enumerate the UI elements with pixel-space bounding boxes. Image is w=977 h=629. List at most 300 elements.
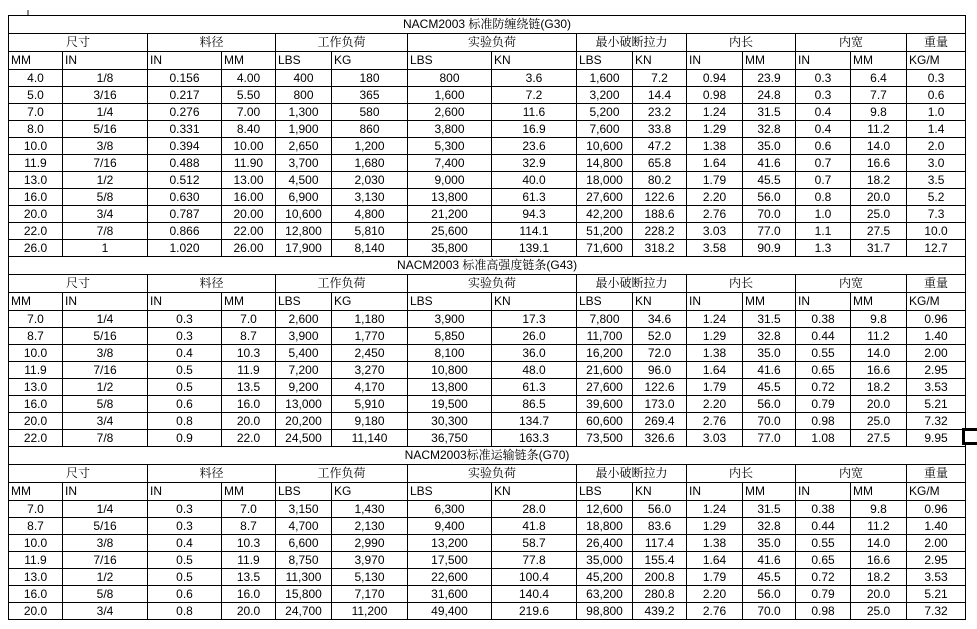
group-header-cell[interactable]: 尺寸 [9, 465, 148, 483]
data-cell[interactable]: 7.0 [222, 501, 276, 518]
data-cell[interactable]: 1/2 [63, 172, 148, 189]
data-cell[interactable]: 23.2 [633, 104, 687, 121]
data-cell[interactable]: 31,600 [408, 586, 492, 603]
group-header-cell[interactable]: 内宽 [796, 465, 907, 483]
data-cell[interactable]: 3,270 [332, 362, 408, 379]
data-cell[interactable]: 9.95 [907, 430, 966, 447]
data-cell[interactable]: 280.8 [633, 586, 687, 603]
data-cell[interactable]: 26.0 [492, 328, 577, 345]
unit-header-cell[interactable]: IN [796, 293, 851, 311]
data-cell[interactable]: 1,430 [332, 501, 408, 518]
data-cell[interactable]: 13,200 [408, 535, 492, 552]
unit-header-cell[interactable]: KN [633, 293, 687, 311]
data-cell[interactable]: 5,850 [408, 328, 492, 345]
data-cell[interactable]: 0.96 [907, 501, 966, 518]
data-cell[interactable]: 25.0 [851, 413, 907, 430]
data-cell[interactable]: 4,800 [332, 206, 408, 223]
data-cell[interactable]: 27,600 [577, 189, 633, 206]
data-cell[interactable]: 8.7 [222, 518, 276, 535]
data-cell[interactable]: 7.7 [851, 87, 907, 104]
data-cell[interactable]: 30,300 [408, 413, 492, 430]
data-cell[interactable]: 35.0 [743, 138, 796, 155]
data-cell[interactable]: 20.0 [9, 603, 63, 620]
data-cell[interactable]: 0.72 [796, 379, 851, 396]
data-cell[interactable]: 15,800 [276, 586, 332, 603]
data-cell[interactable]: 7,600 [577, 121, 633, 138]
data-cell[interactable]: 24,500 [276, 430, 332, 447]
data-cell[interactable]: 7,400 [408, 155, 492, 172]
data-cell[interactable]: 61.3 [492, 379, 577, 396]
data-cell[interactable]: 2,990 [332, 535, 408, 552]
data-cell[interactable]: 0.217 [148, 87, 222, 104]
data-cell[interactable]: 0.5 [148, 362, 222, 379]
data-cell[interactable]: 1.24 [687, 311, 743, 328]
data-cell[interactable]: 3.03 [687, 223, 743, 240]
group-header-cell[interactable]: 工作负荷 [276, 275, 408, 293]
data-cell[interactable]: 10.0 [907, 223, 966, 240]
data-cell[interactable]: 3.53 [907, 379, 966, 396]
data-cell[interactable]: 0.3 [796, 70, 851, 87]
data-cell[interactable]: 11.90 [222, 155, 276, 172]
data-cell[interactable]: 1.3 [796, 240, 851, 257]
data-cell[interactable]: 1.38 [687, 535, 743, 552]
data-cell[interactable]: 36,750 [408, 430, 492, 447]
data-cell[interactable]: 72.0 [633, 345, 687, 362]
data-cell[interactable]: 77.0 [743, 430, 796, 447]
data-cell[interactable]: 16.0 [9, 396, 63, 413]
unit-header-cell[interactable]: MM [851, 293, 907, 311]
data-cell[interactable]: 27,600 [577, 379, 633, 396]
group-header-cell[interactable]: 工作负荷 [276, 34, 408, 52]
data-cell[interactable]: 14.0 [851, 138, 907, 155]
data-cell[interactable]: 22.0 [9, 223, 63, 240]
data-cell[interactable]: 17.3 [492, 311, 577, 328]
data-cell[interactable]: 24,700 [276, 603, 332, 620]
data-cell[interactable]: 10.0 [9, 535, 63, 552]
data-cell[interactable]: 16.6 [851, 362, 907, 379]
data-cell[interactable]: 8,100 [408, 345, 492, 362]
data-cell[interactable]: 8.0 [9, 121, 63, 138]
data-cell[interactable]: 2,650 [276, 138, 332, 155]
data-cell[interactable]: 3,900 [276, 328, 332, 345]
data-cell[interactable]: 10.3 [222, 345, 276, 362]
data-cell[interactable]: 0.44 [796, 328, 851, 345]
data-cell[interactable]: 25.0 [851, 206, 907, 223]
data-cell[interactable]: 2.95 [907, 362, 966, 379]
data-cell[interactable]: 134.7 [492, 413, 577, 430]
unit-header-cell[interactable]: LBS [276, 293, 332, 311]
data-cell[interactable]: 23.6 [492, 138, 577, 155]
data-cell[interactable]: 0.488 [148, 155, 222, 172]
data-cell[interactable]: 0.79 [796, 396, 851, 413]
data-cell[interactable]: 0.6 [907, 87, 966, 104]
data-cell[interactable]: 365 [332, 87, 408, 104]
data-cell[interactable]: 3,130 [332, 189, 408, 206]
data-cell[interactable]: 11,700 [577, 328, 633, 345]
data-cell[interactable]: 41.8 [492, 518, 577, 535]
data-cell[interactable]: 26.0 [9, 240, 63, 257]
data-cell[interactable]: 20.0 [222, 413, 276, 430]
data-cell[interactable]: 7.3 [907, 206, 966, 223]
data-cell[interactable]: 41.6 [743, 362, 796, 379]
data-cell[interactable]: 22,600 [408, 569, 492, 586]
data-cell[interactable]: 114.1 [492, 223, 577, 240]
data-cell[interactable]: 14.4 [633, 87, 687, 104]
data-cell[interactable]: 1.38 [687, 138, 743, 155]
group-header-cell[interactable]: 重量 [907, 275, 966, 293]
group-header-cell[interactable]: 重量 [907, 34, 966, 52]
unit-header-cell[interactable]: MM [851, 52, 907, 70]
data-cell[interactable]: 10,600 [276, 206, 332, 223]
data-cell[interactable]: 10,800 [408, 362, 492, 379]
data-cell[interactable]: 13.00 [222, 172, 276, 189]
data-cell[interactable]: 8.7 [9, 518, 63, 535]
data-cell[interactable]: 0.44 [796, 518, 851, 535]
data-cell[interactable]: 2.00 [907, 535, 966, 552]
data-cell[interactable]: 6,900 [276, 189, 332, 206]
data-cell[interactable]: 11.2 [851, 518, 907, 535]
data-cell[interactable]: 1/4 [63, 104, 148, 121]
data-cell[interactable]: 0.866 [148, 223, 222, 240]
data-cell[interactable]: 32.9 [492, 155, 577, 172]
data-cell[interactable]: 16.9 [492, 121, 577, 138]
unit-header-cell[interactable]: KN [492, 52, 577, 70]
unit-header-cell[interactable]: LBS [408, 483, 492, 501]
data-cell[interactable]: 56.0 [743, 396, 796, 413]
data-cell[interactable]: 139.1 [492, 240, 577, 257]
unit-header-cell[interactable]: KN [633, 483, 687, 501]
data-cell[interactable]: 3.5 [907, 172, 966, 189]
data-cell[interactable]: 326.6 [633, 430, 687, 447]
group-header-cell[interactable]: 实验负荷 [408, 275, 577, 293]
data-cell[interactable]: 5,130 [332, 569, 408, 586]
data-cell[interactable]: 0.3 [148, 518, 222, 535]
data-cell[interactable]: 1.79 [687, 379, 743, 396]
data-cell[interactable]: 10.0 [9, 345, 63, 362]
data-cell[interactable]: 11.6 [492, 104, 577, 121]
data-cell[interactable]: 2.95 [907, 552, 966, 569]
unit-header-cell[interactable]: MM [222, 293, 276, 311]
data-cell[interactable]: 0.156 [148, 70, 222, 87]
data-cell[interactable]: 2.0 [907, 138, 966, 155]
table-title-cell[interactable]: NACM2003 标准高强度链条(G43) [9, 257, 966, 275]
unit-header-cell[interactable]: LBS [577, 293, 633, 311]
unit-header-cell[interactable]: KG [332, 293, 408, 311]
unit-header-cell[interactable]: MM [743, 483, 796, 501]
data-cell[interactable]: 0.3 [148, 311, 222, 328]
data-cell[interactable]: 63,200 [577, 586, 633, 603]
data-cell[interactable]: 16.6 [851, 155, 907, 172]
data-cell[interactable]: 3,700 [276, 155, 332, 172]
data-cell[interactable]: 0.4 [796, 104, 851, 121]
data-cell[interactable]: 96.0 [633, 362, 687, 379]
data-cell[interactable]: 35.0 [743, 535, 796, 552]
data-cell[interactable]: 3.6 [492, 70, 577, 87]
data-cell[interactable]: 3,970 [332, 552, 408, 569]
data-cell[interactable]: 2.76 [687, 206, 743, 223]
unit-header-cell[interactable]: KN [492, 483, 577, 501]
data-cell[interactable]: 0.8 [796, 189, 851, 206]
data-cell[interactable]: 9,200 [276, 379, 332, 396]
data-cell[interactable]: 0.512 [148, 172, 222, 189]
data-cell[interactable]: 3/8 [63, 535, 148, 552]
data-cell[interactable]: 0.5 [148, 569, 222, 586]
data-cell[interactable]: 16,200 [577, 345, 633, 362]
data-cell[interactable]: 7.0 [222, 311, 276, 328]
data-cell[interactable]: 7.0 [9, 104, 63, 121]
data-cell[interactable]: 5,200 [577, 104, 633, 121]
data-cell[interactable]: 1.0 [796, 206, 851, 223]
data-cell[interactable]: 3,150 [276, 501, 332, 518]
data-cell[interactable]: 12,800 [276, 223, 332, 240]
data-cell[interactable]: 9,400 [408, 518, 492, 535]
data-cell[interactable]: 0.8 [148, 603, 222, 620]
data-cell[interactable]: 5,400 [276, 345, 332, 362]
data-cell[interactable]: 5/16 [63, 328, 148, 345]
data-cell[interactable]: 3.03 [687, 430, 743, 447]
unit-header-cell[interactable]: IN [687, 293, 743, 311]
data-cell[interactable]: 1.4 [907, 121, 966, 138]
data-cell[interactable]: 0.7 [796, 155, 851, 172]
unit-header-cell[interactable]: IN [63, 293, 148, 311]
data-cell[interactable]: 4.0 [9, 70, 63, 87]
data-cell[interactable]: 41.6 [743, 552, 796, 569]
data-cell[interactable]: 94.3 [492, 206, 577, 223]
unit-header-cell[interactable]: KG/M [907, 483, 966, 501]
data-cell[interactable]: 1.29 [687, 328, 743, 345]
data-cell[interactable]: 10.00 [222, 138, 276, 155]
data-cell[interactable]: 16.0 [222, 396, 276, 413]
data-cell[interactable]: 56.0 [743, 189, 796, 206]
data-cell[interactable]: 42,200 [577, 206, 633, 223]
data-cell[interactable]: 3,200 [577, 87, 633, 104]
data-cell[interactable]: 33.8 [633, 121, 687, 138]
data-cell[interactable]: 0.276 [148, 104, 222, 121]
data-cell[interactable]: 1,600 [577, 70, 633, 87]
data-cell[interactable]: 40.0 [492, 172, 577, 189]
group-header-cell[interactable]: 内宽 [796, 34, 907, 52]
data-cell[interactable]: 49,400 [408, 603, 492, 620]
data-cell[interactable]: 100.4 [492, 569, 577, 586]
data-cell[interactable]: 2.20 [687, 189, 743, 206]
data-cell[interactable]: 20.0 [851, 586, 907, 603]
data-cell[interactable]: 580 [332, 104, 408, 121]
data-cell[interactable]: 10,600 [577, 138, 633, 155]
data-cell[interactable]: 16.0 [9, 586, 63, 603]
group-header-cell[interactable]: 实验负荷 [408, 465, 577, 483]
selected-cell-outline[interactable] [962, 428, 977, 445]
data-cell[interactable]: 3,900 [408, 311, 492, 328]
data-cell[interactable]: 2.76 [687, 413, 743, 430]
data-cell[interactable]: 3.0 [907, 155, 966, 172]
data-cell[interactable]: 6.4 [851, 70, 907, 87]
data-cell[interactable]: 6,300 [408, 501, 492, 518]
unit-header-cell[interactable]: LBS [408, 293, 492, 311]
data-cell[interactable]: 65.8 [633, 155, 687, 172]
data-cell[interactable]: 4,170 [332, 379, 408, 396]
data-cell[interactable]: 1.1 [796, 223, 851, 240]
data-cell[interactable]: 39,600 [577, 396, 633, 413]
group-header-cell[interactable]: 内长 [687, 275, 796, 293]
data-cell[interactable]: 70.0 [743, 206, 796, 223]
data-cell[interactable]: 0.98 [687, 87, 743, 104]
data-cell[interactable]: 0.3 [907, 70, 966, 87]
unit-header-cell[interactable]: KN [633, 52, 687, 70]
table-title-cell[interactable]: NACM2003 标准防缠绕链(G30) [9, 16, 966, 34]
data-cell[interactable]: 35,800 [408, 240, 492, 257]
data-cell[interactable]: 47.2 [633, 138, 687, 155]
data-cell[interactable]: 3.58 [687, 240, 743, 257]
data-cell[interactable]: 0.9 [148, 430, 222, 447]
unit-header-cell[interactable]: LBS [577, 483, 633, 501]
data-cell[interactable]: 1.29 [687, 121, 743, 138]
unit-header-cell[interactable]: MM [743, 52, 796, 70]
unit-header-cell[interactable]: KN [492, 293, 577, 311]
data-cell[interactable]: 20.0 [851, 396, 907, 413]
data-cell[interactable]: 16.00 [222, 189, 276, 206]
data-cell[interactable]: 269.4 [633, 413, 687, 430]
data-cell[interactable]: 0.6 [148, 396, 222, 413]
data-cell[interactable]: 83.6 [633, 518, 687, 535]
data-cell[interactable]: 18,000 [577, 172, 633, 189]
data-cell[interactable]: 12,600 [577, 501, 633, 518]
data-cell[interactable]: 7/16 [63, 552, 148, 569]
unit-header-cell[interactable]: KG [332, 52, 408, 70]
data-cell[interactable]: 3/8 [63, 138, 148, 155]
data-cell[interactable]: 27.5 [851, 430, 907, 447]
data-cell[interactable]: 2,600 [276, 311, 332, 328]
data-cell[interactable]: 3/4 [63, 603, 148, 620]
data-cell[interactable]: 7.32 [907, 603, 966, 620]
data-cell[interactable]: 0.3 [148, 328, 222, 345]
data-cell[interactable]: 3/4 [63, 413, 148, 430]
data-cell[interactable]: 58.7 [492, 535, 577, 552]
data-cell[interactable]: 1.64 [687, 155, 743, 172]
data-cell[interactable]: 13,000 [276, 396, 332, 413]
data-cell[interactable]: 70.0 [743, 603, 796, 620]
data-cell[interactable]: 2.20 [687, 586, 743, 603]
data-cell[interactable]: 188.6 [633, 206, 687, 223]
data-cell[interactable]: 45.5 [743, 569, 796, 586]
data-cell[interactable]: 80.2 [633, 172, 687, 189]
data-cell[interactable]: 24.8 [743, 87, 796, 104]
data-cell[interactable]: 11.9 [9, 362, 63, 379]
data-cell[interactable]: 0.98 [796, 413, 851, 430]
data-cell[interactable]: 5,810 [332, 223, 408, 240]
data-cell[interactable]: 2,030 [332, 172, 408, 189]
data-cell[interactable]: 13,800 [408, 189, 492, 206]
unit-header-cell[interactable]: MM [9, 52, 63, 70]
data-cell[interactable]: 0.98 [796, 603, 851, 620]
unit-header-cell[interactable]: KG/M [907, 52, 966, 70]
data-cell[interactable]: 31.5 [743, 311, 796, 328]
data-cell[interactable]: 31.5 [743, 501, 796, 518]
data-cell[interactable]: 0.787 [148, 206, 222, 223]
data-cell[interactable]: 1,600 [408, 87, 492, 104]
data-cell[interactable]: 60,600 [577, 413, 633, 430]
data-cell[interactable]: 1.64 [687, 362, 743, 379]
data-cell[interactable]: 7.00 [222, 104, 276, 121]
data-cell[interactable]: 5.0 [9, 87, 63, 104]
data-cell[interactable]: 11.9 [222, 362, 276, 379]
data-cell[interactable]: 1.08 [796, 430, 851, 447]
data-cell[interactable]: 4,700 [276, 518, 332, 535]
data-cell[interactable]: 61.3 [492, 189, 577, 206]
data-cell[interactable]: 0.65 [796, 552, 851, 569]
data-cell[interactable]: 0.3 [148, 501, 222, 518]
data-cell[interactable]: 3.53 [907, 569, 966, 586]
data-cell[interactable]: 1,770 [332, 328, 408, 345]
data-cell[interactable]: 5,300 [408, 138, 492, 155]
data-cell[interactable]: 0.5 [148, 379, 222, 396]
data-cell[interactable]: 0.96 [907, 311, 966, 328]
data-cell[interactable]: 7.32 [907, 413, 966, 430]
data-cell[interactable]: 32.8 [743, 328, 796, 345]
data-cell[interactable]: 56.0 [743, 586, 796, 603]
data-cell[interactable]: 0.4 [148, 345, 222, 362]
data-cell[interactable]: 77.0 [743, 223, 796, 240]
data-cell[interactable]: 163.3 [492, 430, 577, 447]
data-cell[interactable]: 35.0 [743, 345, 796, 362]
data-cell[interactable]: 0.65 [796, 362, 851, 379]
data-cell[interactable]: 7/16 [63, 362, 148, 379]
data-cell[interactable]: 3,800 [408, 121, 492, 138]
group-header-cell[interactable]: 内宽 [796, 275, 907, 293]
data-cell[interactable]: 45.5 [743, 379, 796, 396]
data-cell[interactable]: 1/4 [63, 311, 148, 328]
data-cell[interactable]: 0.394 [148, 138, 222, 155]
data-cell[interactable]: 51,200 [577, 223, 633, 240]
group-header-cell[interactable]: 料径 [148, 275, 276, 293]
data-cell[interactable]: 14,800 [577, 155, 633, 172]
data-cell[interactable]: 5/16 [63, 518, 148, 535]
data-cell[interactable]: 2,130 [332, 518, 408, 535]
data-cell[interactable]: 439.2 [633, 603, 687, 620]
data-cell[interactable]: 1 [63, 240, 148, 257]
group-header-cell[interactable]: 工作负荷 [276, 465, 408, 483]
data-cell[interactable]: 3/16 [63, 87, 148, 104]
data-cell[interactable]: 1.79 [687, 569, 743, 586]
data-cell[interactable]: 13.5 [222, 379, 276, 396]
unit-header-cell[interactable]: MM [222, 483, 276, 501]
data-cell[interactable]: 5/8 [63, 189, 148, 206]
data-cell[interactable]: 98,800 [577, 603, 633, 620]
data-cell[interactable]: 1.020 [148, 240, 222, 257]
data-cell[interactable]: 32.8 [743, 518, 796, 535]
data-cell[interactable]: 800 [276, 87, 332, 104]
data-cell[interactable]: 71,600 [577, 240, 633, 257]
data-cell[interactable]: 1.0 [907, 104, 966, 121]
data-cell[interactable]: 86.5 [492, 396, 577, 413]
data-cell[interactable]: 5/8 [63, 586, 148, 603]
data-cell[interactable]: 1,200 [332, 138, 408, 155]
data-cell[interactable]: 3/8 [63, 345, 148, 362]
data-cell[interactable]: 16.0 [9, 189, 63, 206]
data-cell[interactable]: 7,200 [276, 362, 332, 379]
data-cell[interactable]: 0.55 [796, 345, 851, 362]
data-cell[interactable]: 11,140 [332, 430, 408, 447]
unit-header-cell[interactable]: IN [63, 52, 148, 70]
group-header-cell[interactable]: 内长 [687, 465, 796, 483]
unit-header-cell[interactable]: IN [148, 483, 222, 501]
data-cell[interactable]: 16.6 [851, 552, 907, 569]
group-header-cell[interactable]: 料径 [148, 465, 276, 483]
data-cell[interactable]: 10.0 [9, 138, 63, 155]
data-cell[interactable]: 20.0 [9, 206, 63, 223]
data-cell[interactable]: 13.0 [9, 379, 63, 396]
data-cell[interactable]: 21,200 [408, 206, 492, 223]
group-header-cell[interactable]: 重量 [907, 465, 966, 483]
